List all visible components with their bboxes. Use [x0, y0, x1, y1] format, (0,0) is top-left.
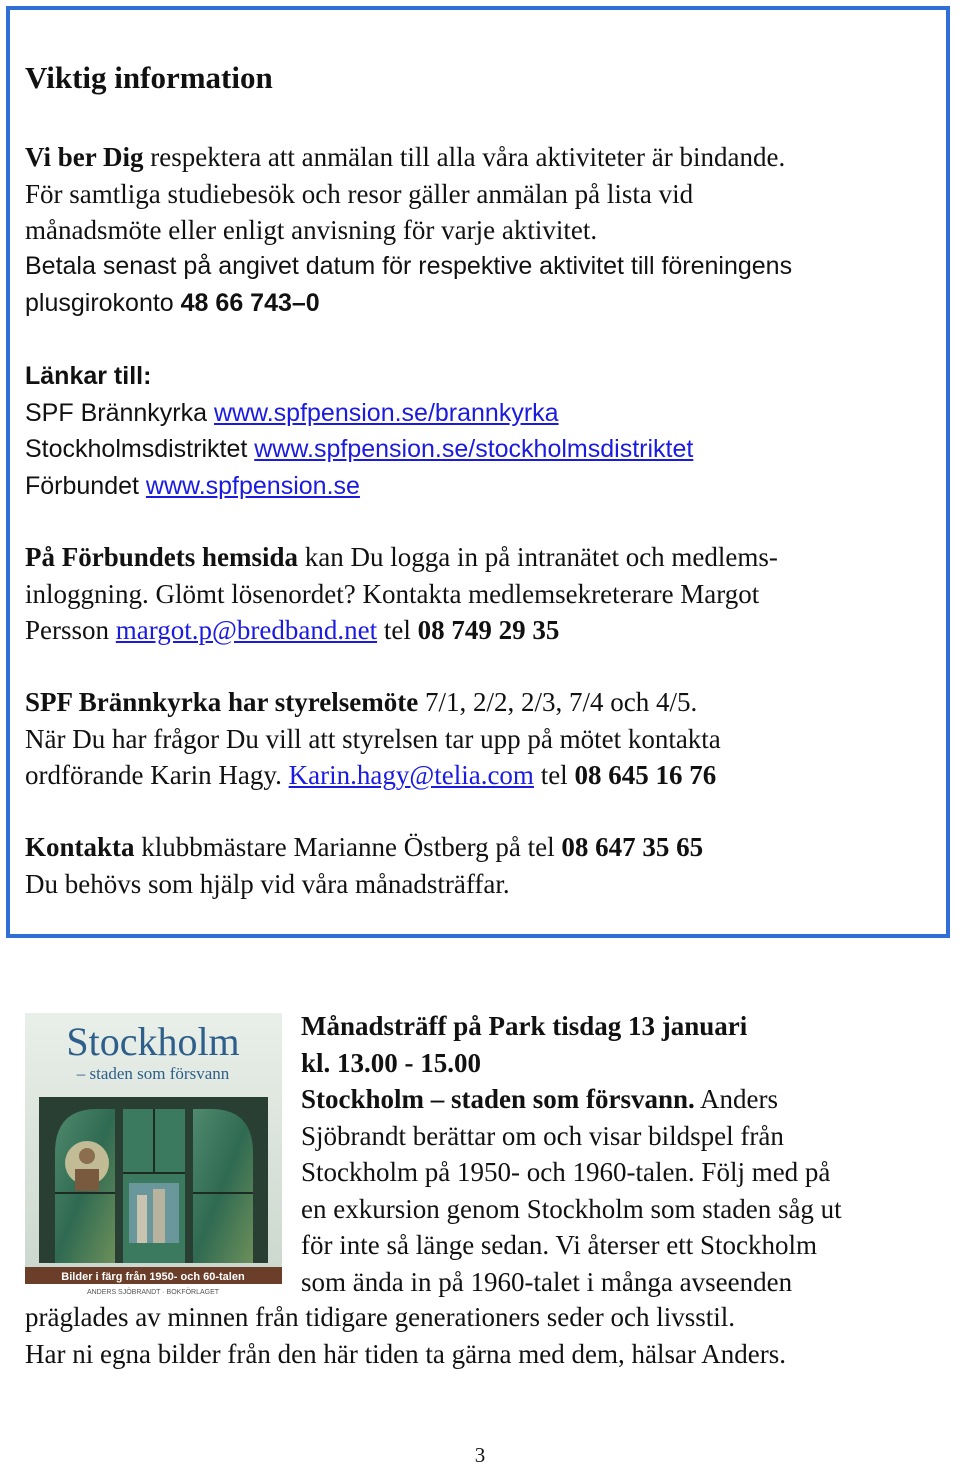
- links-heading: Länkar till:: [25, 362, 152, 390]
- link-brannkyrka[interactable]: www.spfpension.se/brannkyrka: [213, 398, 559, 427]
- info-heading: Viktig information: [25, 60, 273, 95]
- cover-banner: Bilder i färg från 1950- och 60-talen: [61, 1271, 245, 1283]
- link-forbundet[interactable]: www.spfpension.se: [145, 471, 360, 500]
- event-announcement: Månadsträff på Park tisdag 13 januari kl. 13.00 - 15.00 Stockholm – staden som försvann. Anders Sjöbrandt berättar om och visar bildspel från Stockholm på 1950- och 1960-talen. Följ med på en exkursion genom Stockholm som staden såg ut för inte så länge sedan. Vi återser ett Stockholm som ända in på 1960-talet i många avseenden: [301, 1011, 842, 1297]
- page-number: 3: [474, 1443, 486, 1467]
- intranet-paragraph: På Förbundets hemsida kan Du logga in på intranätet och medlems- inloggning. Glömt lösenordet? Kontakta medlemsekreterare Margot Persson margot.p@bredband.net tel 08 749 29 35: [25, 542, 778, 645]
- plusgiro-account: 48 66 743–0: [180, 288, 320, 317]
- cover-credit: ANDERS SJÖBRANDT · BOKFÖRLAGET: [86, 1289, 220, 1296]
- link-row-district: Stockholmsdistriktet www.spfpension.se/stockholmsdistriktet: [25, 435, 694, 463]
- club-master-paragraph: Kontakta klubbmästare Marianne Östberg på tel 08 647 35 65 Du behövs som hjälp vid våra månadsträffar.: [25, 832, 704, 899]
- event-tail: präglades av minnen från tidigare generationers seder och livsstil. Har ni egna bilder från den här tiden ta gärna med dem, hälsar Anders.: [25, 1302, 786, 1369]
- binding-emphasis: Vi ber Dig: [25, 142, 144, 172]
- email-link-karin[interactable]: Karin.hagy@telia.com: [288, 760, 534, 790]
- event-time: kl. 13.00 - 15.00: [301, 1047, 482, 1078]
- cover-title: Stockholm: [66, 1019, 240, 1064]
- email-link-margot[interactable]: margot.p@bredband.net: [115, 615, 378, 645]
- link-row-brannkyrka: SPF Brännkyrka www.spfpension.se/brannkyrka: [25, 398, 559, 427]
- binding-registration-paragraph: Vi ber Dig respektera att anmälan till alla våra aktiviteter är bindande. För samtliga studiebesök och resor gäller anmälan på lista vid månadsmöte eller enligt anvisning för varje aktivitet.: [25, 142, 786, 245]
- phone-marianne: 08 647 35 65: [561, 832, 704, 862]
- links-section: [25, 358, 693, 504]
- board-meeting-paragraph: SPF Brännkyrka har styrelsemöte 7/1, 2/2, 2/3, 7/4 och 4/5. När Du har frågor Du vill att styrelsen tar upp på mötet kontakta ordförande Karin Hagy. Karin.hagy@telia.com tel 08 645 16 76: [25, 687, 721, 790]
- phone-margot: 08 749 29 35: [417, 615, 560, 645]
- payment-paragraph: Betala senast på angivet datum för respektive aktivitet till föreningens plusgirokonto 48 66 743–0: [25, 252, 793, 317]
- phone-karin: 08 645 16 76: [574, 760, 717, 790]
- book-cover-image: [25, 1013, 282, 1298]
- event-title: Stockholm – staden som försvann.: [301, 1084, 695, 1114]
- event-headline: Månadsträff på Park tisdag 13 januari: [301, 1011, 748, 1041]
- cover-subtitle: – staden som försvann: [76, 1064, 230, 1083]
- link-row-federation: Förbundet www.spfpension.se: [25, 471, 360, 500]
- link-stockholmsdistriktet[interactable]: www.spfpension.se/stockholmsdistriktet: [254, 435, 694, 463]
